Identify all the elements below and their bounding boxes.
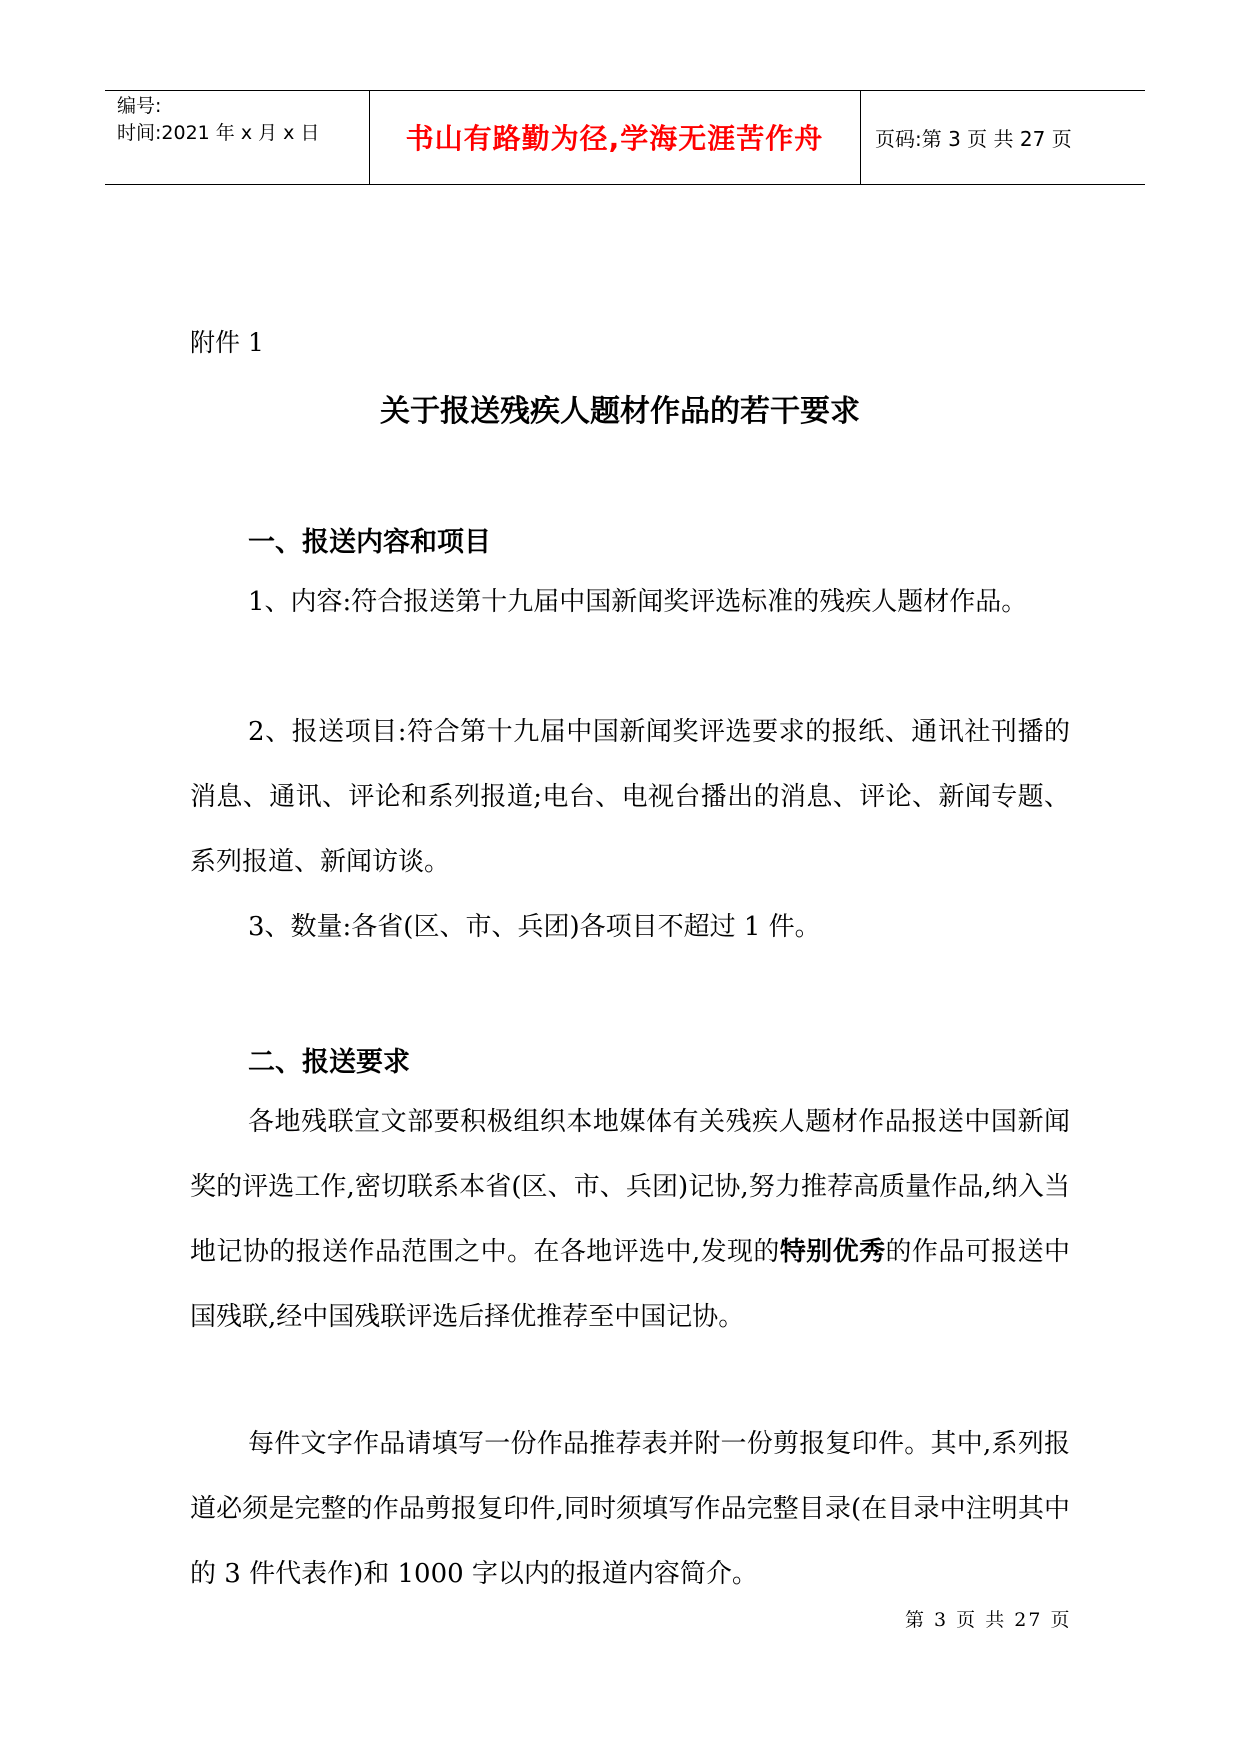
- header-divider: [860, 91, 861, 184]
- section-heading: 一、报送内容和项目: [248, 527, 491, 558]
- document-title: 关于报送残疾人题材作品的若干要求: [380, 394, 860, 429]
- paragraph: 每件文字作品请填写一份作品推荐表并附一份剪报复印件。其中,系列报道必须是完整的作品剪报复印件,同时须填写作品完整目录(在目录中注明其中的 3 件代表作)和 1000 字以内的报道内容简介。: [190, 1429, 1070, 1589]
- attachment-label: 附件 1: [190, 328, 264, 357]
- section-heading: 二、报送要求: [248, 1047, 410, 1078]
- header-page-label: 页码:第 3 页 共 27 页: [875, 127, 1072, 151]
- paragraph-text: 各地残联宣文部要积极组织本地媒体有关残疾人题材作品报送中国新闻奖的评选工作,密切联系本省(区、市、兵团)记协,努力推荐高质量作品,纳入当地记协的报送作品范围之中。在各地评选中,发现的: [190, 1107, 1070, 1267]
- paragraph: 2、报送项目:符合第十九届中国新闻奖评选要求的报纸、通讯社刊播的消息、通讯、评论和系列报道;电台、电视台播出的消息、评论、新闻专题、系列报道、新闻访谈。: [190, 717, 1070, 877]
- emphasis-text: 特别优秀: [779, 1237, 886, 1267]
- page-header: [105, 90, 1145, 185]
- header-motto: 书山有路勤为径,学海无涯苦作舟: [405, 122, 824, 155]
- paragraph: 1、内容:符合报送第十九届中国新闻奖评选标准的残疾人题材作品。: [248, 587, 1028, 617]
- header-meta: [117, 93, 319, 147]
- paragraph: 3、数量:各省(区、市、兵团)各项目不超过 1 件。: [248, 912, 821, 942]
- page-footer: 第 3 页 共 27 页: [905, 1609, 1072, 1631]
- paragraph-text: 的作品可报送中国残联,经中国残联评选后择优推荐至中国记协。: [190, 1237, 1070, 1332]
- document-time-label: 时间:2021 年 x 月 x 日: [117, 122, 320, 144]
- paragraph: [190, 1090, 1070, 1350]
- document-number-label: 编号:: [117, 95, 162, 117]
